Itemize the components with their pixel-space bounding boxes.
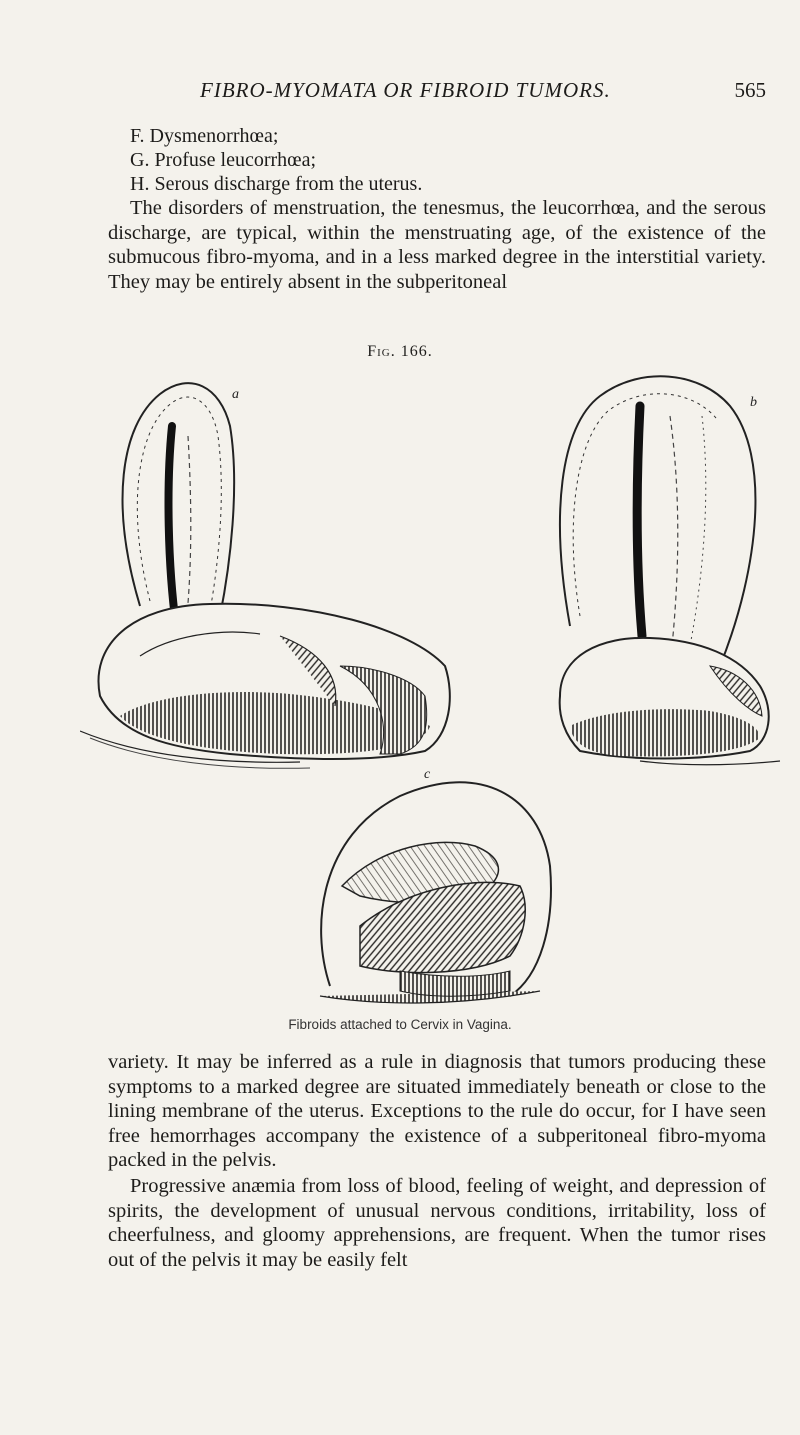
panel-b-label: b — [750, 395, 757, 410]
page-number: 565 — [734, 78, 766, 102]
running-head — [200, 78, 766, 108]
symptom-list — [130, 124, 770, 196]
paragraph-3: Progressive anæmia from loss of blood, feeling of weight, and depression of spirits, the development of unusual nervous conditions, irritability, loss of cheerfulness, and gloomy apprehensions, are frequent. When the tumor rises out of the pelvis it may be easily felt — [108, 1175, 766, 1271]
list-item: H. Serous discharge from the uterus. — [130, 173, 423, 195]
figure-illustration — [80, 366, 800, 1026]
panel-c-label: c — [424, 767, 431, 782]
figure-caption: Fibroids attached to Cervix in Vagina. — [288, 1017, 512, 1032]
fibroid-engraving — [80, 366, 800, 1026]
running-head-title: FIBRO-MYOMATA OR FIBROID TUMORS. — [200, 78, 611, 102]
panel-a-drawing — [80, 383, 450, 768]
list-item: F. Dysmenorrhœa; — [130, 125, 279, 147]
figure-label: Fig. 166. — [367, 343, 433, 360]
panel-c-drawing — [320, 767, 551, 1003]
paragraph-1: The disorders of menstruation, the tenesmus, the leucorrhœa, and the serous discharge, are typical, within the menstruating age, of the existence of the submucous fibro-myoma, and in a less marked degree in the interstitial variety. They may be entirely absent in the subperitoneal — [108, 197, 766, 293]
panel-b-drawing — [560, 376, 780, 764]
paragraph-2: variety. It may be inferred as a rule in diagnosis that tumors producing these symptoms to a marked degree are situated immediately beneath or close to the lining membrane of the uterus. Exceptions to the rule do occur, for I have seen free hemorrhages accompany the existence of a subperitoneal fibro-myoma packed in the pelvis. — [108, 1051, 766, 1172]
panel-a-label: a — [232, 387, 239, 402]
list-item: G. Profuse leucorrhœa; — [130, 149, 317, 171]
